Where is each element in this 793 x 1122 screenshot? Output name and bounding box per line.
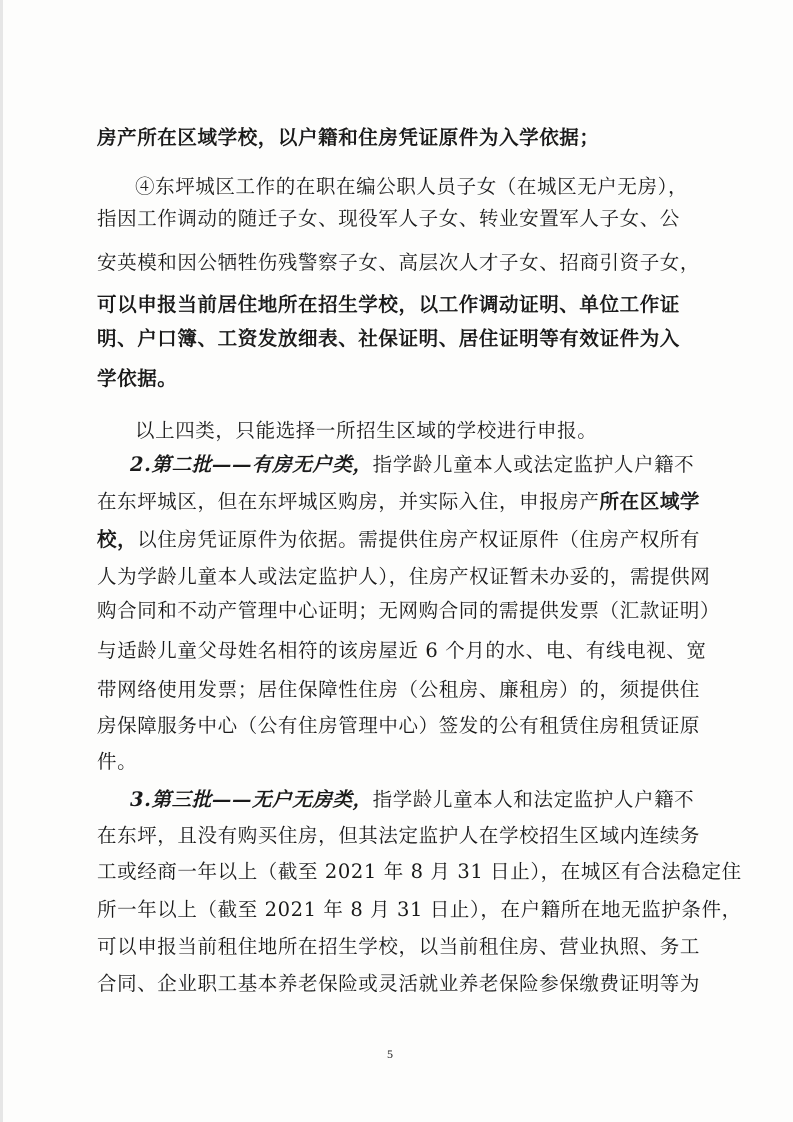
- text-line: [97, 295, 680, 315]
- text-line: [97, 862, 742, 882]
- text-segment: 人为学龄儿童本人或法定监护人），住房产权证暂未办妥的，需提供网: [97, 565, 711, 588]
- text-line: [97, 253, 700, 273]
- text-line: [97, 329, 680, 349]
- text-line: [97, 128, 600, 148]
- text-segment: 带网络使用发票；居住保障性住房（公租房、廉租房）的，须提供住: [97, 678, 701, 701]
- text-segment: ④东坪城区工作的在职在编公职人员子女（在城区无户无房），: [135, 175, 689, 198]
- heading-third-batch: 3.第三批——无户无房类，: [130, 788, 373, 811]
- text-segment: 指学龄儿童本人或法定监护人户籍不: [372, 453, 695, 476]
- text-segment: 在东坪城区，但在东坪城区购房，并实际入住，申报房产: [97, 490, 600, 513]
- text-segment: 房产所在区域学校，以户籍和住房凭证原件为入学依据；: [97, 126, 600, 149]
- text-line: [97, 937, 700, 957]
- text-segment: 购合同和不动产管理中心证明；无网购合同的需提供发票（汇款证明）: [97, 599, 721, 622]
- text-line: [97, 900, 742, 920]
- heading-second-batch: 2.第二批——有房无户类，: [130, 453, 373, 476]
- text-line: [97, 530, 700, 550]
- text-line: [97, 680, 700, 700]
- text-line: [97, 369, 177, 389]
- page-number: 5: [387, 1047, 393, 1061]
- text-segment: 学依据。: [97, 367, 178, 390]
- text-segment: 以住房凭证原件为依据。需提供住房产权证原件（住房产权所有: [137, 528, 701, 551]
- text-segment: 指学龄儿童本人和法定监护人户籍不: [372, 788, 695, 811]
- text-segment: 合同、企业职工基本养老保险或灵活就业养老保险参保缴费证明等为: [97, 972, 701, 995]
- text-line: [97, 826, 700, 846]
- text-line: [97, 209, 680, 229]
- text-line: [97, 492, 700, 512]
- text-line: [97, 641, 707, 661]
- text-segment: 指因工作调动的随迁子女、现役军人子女、转业安置军人子女、公: [97, 207, 680, 230]
- text-line: [135, 421, 597, 441]
- text-segment: 可以申报当前居住地所在招生学校，以工作调动证明、单位工作证: [97, 293, 680, 316]
- text-line: [97, 974, 700, 994]
- text-line: [130, 790, 694, 810]
- text-segment: 在东坪，且没有购买住房，但其法定监护人在学校招生区域内连续务: [97, 824, 701, 847]
- text-segment: 明、户口簿、工资发放细表、社保证明、居住证明等有效证件为入: [97, 327, 680, 350]
- text-segment: 以上四类，只能选择一所招生区域的学校进行申报。: [135, 419, 598, 442]
- text-line: [135, 177, 688, 197]
- text-segment: 安英模和因公牺牲伤残警察子女、高层次人才子女、招商引资子女，: [97, 251, 701, 274]
- text-segment: 与适龄儿童父母姓名相符的该房屋近 6 个月的水、电、有线电视、宽: [97, 639, 707, 662]
- text-line: [97, 601, 720, 621]
- text-line: [97, 716, 700, 736]
- text-segment: 房保障服务中心（公有住房管理中心）签发的公有租赁住房租赁证原: [97, 714, 701, 737]
- text-segment: 校，: [97, 528, 138, 551]
- text-segment: 所在区域学: [599, 490, 701, 513]
- text-segment: 所一年以上（截至 2021 年 8 月 31 日止），在户籍所在地无监护条件，: [97, 898, 742, 921]
- text-line: [130, 455, 694, 475]
- text-segment: 件。: [97, 750, 138, 773]
- text-segment: 可以申报当前租住地所在招生学校，以当前租住房、营业执照、务工: [97, 935, 701, 958]
- text-line: [97, 752, 137, 772]
- scan-edge: [0, 0, 3, 1122]
- text-segment: 工或经商一年以上（截至 2021 年 8 月 31 日止），在城区有合法稳定住: [97, 860, 742, 883]
- text-line: [97, 567, 710, 587]
